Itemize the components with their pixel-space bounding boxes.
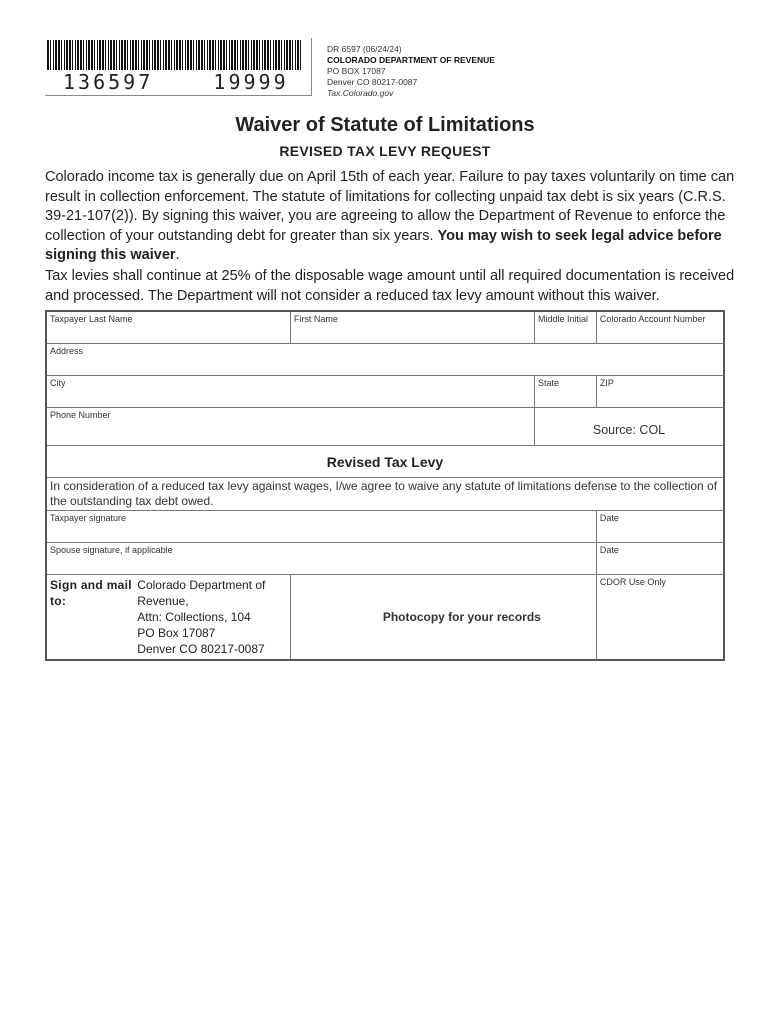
mail-label: Sign and mail to: — [50, 578, 132, 608]
levy-paragraph: Tax levies shall continue at 25% of the disposable wage amount until all required documentation is received and processed. The Department will not consider a reduced tax levy amount without this waiver. — [45, 268, 735, 304]
date-label: Date — [599, 513, 619, 523]
cdor-use-only: CDOR Use Only — [596, 575, 724, 661]
mailing-address — [46, 575, 290, 661]
city-label: City — [50, 378, 66, 388]
intro-paragraph — [45, 168, 735, 266]
city-line: Denver CO 80217-0087 — [327, 77, 418, 87]
consideration-text: In consideration of a reduced tax levy against wages, I/we agree to waive any statute of limitations defense to the collection of the outstanding tax debt owed. — [46, 478, 724, 511]
department-header — [327, 44, 495, 99]
po-box: PO BOX 17087 — [327, 66, 386, 76]
source-code: Source: COL — [535, 408, 725, 446]
zip-label: ZIP — [599, 378, 614, 388]
page-subtitle: REVISED TAX LEVY REQUEST — [279, 143, 491, 159]
page-title: Waiver of Statute of Limitations — [235, 114, 535, 136]
first-name-field[interactable] — [290, 311, 534, 344]
barcode — [45, 38, 312, 96]
account-number-label: Colorado Account Number — [599, 314, 706, 324]
photocopy-note: Photocopy for your records — [290, 575, 596, 661]
address-label: Address — [50, 346, 84, 356]
first-name-label: First Name — [293, 314, 338, 324]
phone-label: Phone Number — [50, 410, 111, 420]
waiver-form-table — [45, 310, 725, 661]
last-name-label: Taxpayer Last Name — [50, 314, 133, 324]
last-name-field[interactable] — [46, 311, 290, 344]
middle-initial-label: Middle Initial — [538, 314, 589, 324]
intro-end: . — [175, 247, 180, 263]
spouse-signature-label: Spouse signature, if applicable — [50, 545, 173, 555]
section-title: Revised Tax Levy — [46, 446, 724, 478]
barcode-number: 136597 19999 — [63, 70, 289, 94]
mail-line: Colorado Department of Revenue, — [137, 578, 266, 608]
middle-initial-field[interactable] — [535, 311, 597, 344]
form-id: DR 6597 (06/24/24) — [327, 44, 402, 54]
taxpayer-signature-field[interactable] — [46, 511, 596, 543]
mail-line: Denver CO 80217-0087 — [137, 642, 265, 656]
state-label: State — [538, 378, 560, 388]
date-label: Date — [599, 545, 619, 555]
mail-line: PO Box 17087 — [137, 626, 216, 640]
spouse-signature-field[interactable] — [46, 543, 596, 575]
phone-field[interactable] — [46, 408, 535, 446]
state-field[interactable] — [535, 376, 597, 408]
account-number-field[interactable] — [596, 311, 724, 344]
city-field[interactable] — [46, 376, 535, 408]
taxpayer-date-field[interactable] — [596, 511, 724, 543]
website: Tax.Colorado.gov — [327, 88, 394, 98]
legal-advice-note: You may wish to seek legal advice before signing this waiver — [45, 227, 722, 263]
department-name: COLORADO DEPARTMENT OF REVENUE — [327, 55, 495, 65]
taxpayer-signature-label: Taxpayer signature — [50, 513, 127, 523]
intro-text: Colorado income tax is generally due on April 15th of each year. Failure to pay taxes voluntarily on time can result in collection enforcement. The statute of limitations for collecting unpaid tax debt is six years (C.R.S. 39-21-107(2)). By signing this waiver, you are agreeing to allow the Department of Revenue to enforce the collection of your outstanding debt for greater than six years. — [45, 169, 735, 244]
address-field[interactable] — [46, 344, 724, 376]
spouse-date-field[interactable] — [596, 543, 724, 575]
mail-line: Attn: Collections, 104 — [137, 610, 251, 624]
barcode-bars — [47, 40, 301, 70]
zip-field[interactable] — [596, 376, 724, 408]
